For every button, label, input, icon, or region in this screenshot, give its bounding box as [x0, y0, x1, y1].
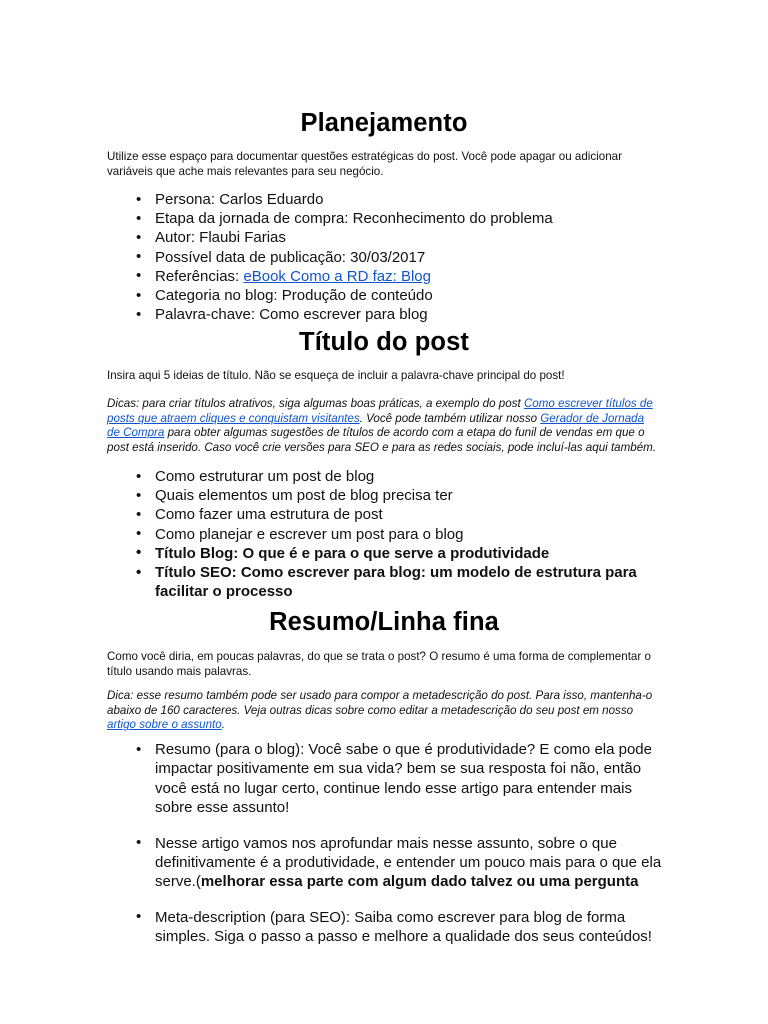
tip-text-part-1: Dicas: para criar títulos atrativos, siga algumas boas práticas, a exemplo do post [107, 397, 524, 410]
list-item-label: Possível data de publicação: 30/03/2017 [155, 248, 426, 266]
link-gerador-de-jornada-de-compra[interactable]: Gerador de Jornada de Compra [107, 411, 645, 440]
section-heading-resumo-linha-fina: Resumo/Linha fina [269, 608, 499, 636]
tip-text-part-3: para obter algumas sugestões de títulos de acordo com a etapa do funil de vendas em que o post está inserido. Caso você crie versões para SEO e para as redes sociais, pode incluí-las aqui também. [107, 426, 657, 454]
link-como-escrever-titulos[interactable]: Como escrever títulos de posts que atraem cliques e conquistam visitantes [107, 397, 653, 425]
list-item-label: Como estruturar um post de blog [155, 468, 375, 485]
section-tip-resumo [107, 689, 658, 733]
link-ebook-rd-blog[interactable]: eBook Como a RD faz: Blog [243, 267, 431, 285]
section-intro-resumo: Como você diria, em poucas palavras, do que se trata o post? O resumo é uma forma de complementar o título usando mais palavras. [107, 650, 651, 678]
titulo-ideas-list [107, 467, 667, 601]
tip-text-part-2: . [221, 718, 225, 732]
link-artigo-sobre-o-assunto[interactable]: artigo sobre o assunto [107, 718, 222, 732]
planejamento-list [107, 190, 667, 324]
list-item-label: Referências: [155, 267, 244, 285]
list-item-label: Autor: Flaubi Farias [155, 229, 286, 247]
resumo-list [107, 740, 662, 963]
list-item-label: Categoria no blog: Produção de conteúdo [155, 287, 433, 305]
list-item-label: Como planejar e escrever um post para o blog [155, 525, 464, 543]
list-item-label: Quais elementos um post de blog precisa ter [155, 487, 453, 505]
list-item-resumo-blog [107, 740, 662, 818]
list-item [107, 209, 667, 228]
list-item [107, 525, 667, 544]
list-item-label: Palavra-chave: Como escrever para blog [155, 306, 428, 324]
list-item-label: Como fazer uma estrutura de post [155, 506, 383, 524]
section-heading-titulo-do-post: Título do post [299, 328, 469, 356]
list-item-titulo-seo [107, 563, 667, 601]
list-item-label: Persona: Carlos Eduardo [155, 191, 324, 208]
list-item [107, 486, 667, 505]
list-item-label: Título Blog: O que é e para o que serve a produtividade [155, 544, 550, 562]
list-item-label: Título SEO: Como escrever para blog: um modelo de estrutura para facilitar o processo [155, 564, 637, 601]
section-intro-titulo-do-post: Insira aqui 5 ideias de título. Não se esqueça de incluir a palavra-chave principal do post! [107, 369, 565, 382]
list-item [107, 305, 667, 324]
list-item [107, 286, 667, 305]
list-item [107, 228, 667, 247]
list-item-label: Resumo (para o blog): Você sabe o que é produtividade? E como ela pode impactar positivamente em sua vida? bem se sua resposta foi não, então você está no lugar certo, continue lendo esse artigo para entender mais sobre esse assunto! [155, 741, 652, 817]
list-item-bold-note: melhorar essa parte com algum dado talvez ou uma pergunta [200, 873, 639, 891]
list-item [107, 190, 667, 209]
list-item-label: Meta-description (para SEO): Saiba como escrever para blog de forma simples. Siga o passo a passo e melhore a qualidade dos seus conteúdos! [155, 908, 652, 946]
list-item [107, 248, 667, 267]
list-item-referencias [107, 267, 667, 286]
list-item-meta-description [107, 908, 662, 947]
section-tip-titulo-do-post [107, 397, 658, 455]
section-heading-planejamento: Planejamento [300, 109, 468, 137]
list-item-titulo-blog [107, 544, 667, 563]
section-intro-planejamento: Utilize esse espaço para documentar questões estratégicas do post. Você pode apagar ou adicionar variáveis que ache mais relevantes para seu negócio. [107, 150, 622, 178]
list-item-label: Nesse artigo vamos nos aprofundar mais nesse assunto, sobre o que definitivamente é a produtividade, e entender um pouco mais para o que ela serve.( [155, 834, 662, 891]
tip-text-part-1: Dica: esse resumo também pode ser usado para compor a metadescrição do post. Para isso, mantenha-o abaixo de 160 caracteres. Veja outras dicas sobre como editar a metadescrição do seu post em nosso [107, 689, 653, 717]
tip-text-part-2: . Você pode também utilizar nosso [359, 411, 541, 425]
list-item-nesse-artigo [107, 834, 662, 892]
list-item [107, 505, 667, 524]
list-item [107, 467, 667, 486]
list-item-label: Etapa da jornada de compra: Reconhecimento do problema [155, 210, 553, 228]
